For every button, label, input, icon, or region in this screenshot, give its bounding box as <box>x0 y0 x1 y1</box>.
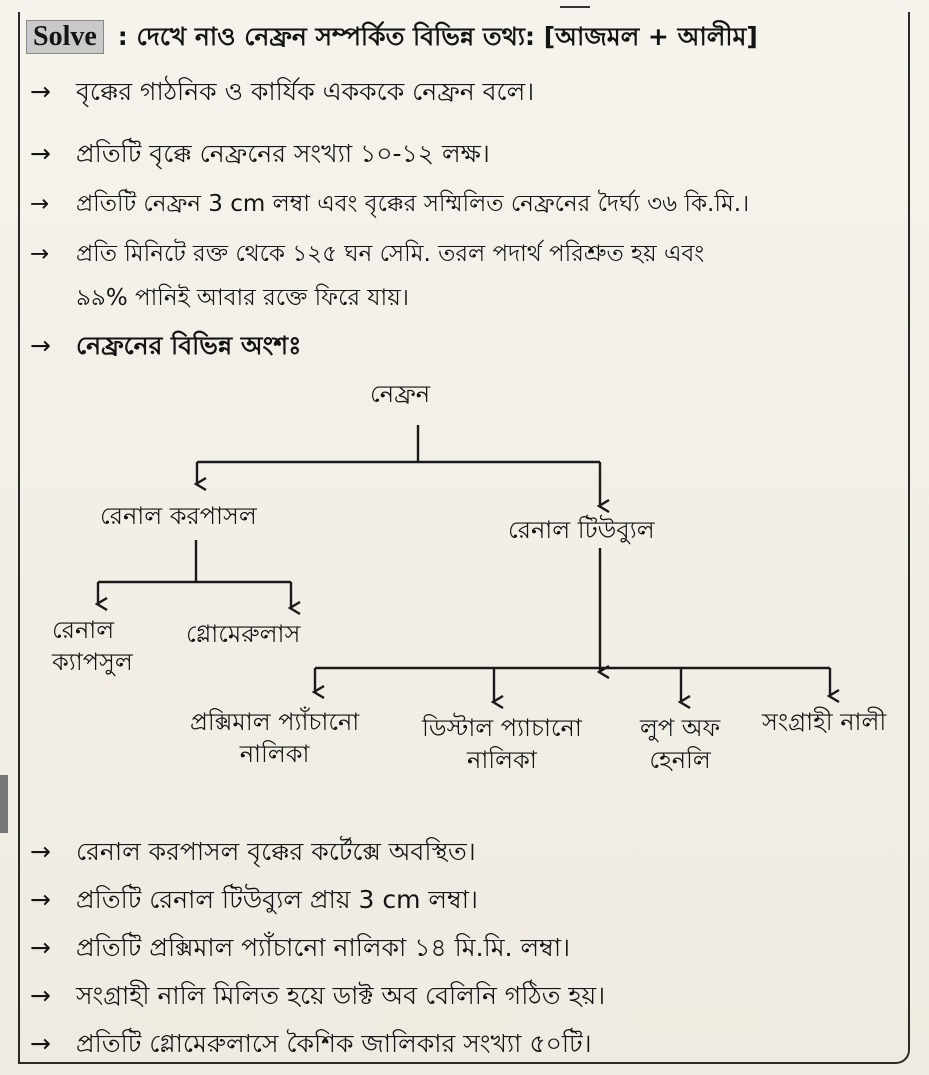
fact-line: → সংগ্রাহী নালি মিলিত হয়ে ডাক্ট অব বেলিনি গঠিত হয়। <box>30 981 606 1010</box>
arrow-icon: → <box>30 981 51 1010</box>
arrow-icon: → <box>30 933 51 962</box>
arrow-icon: → <box>30 241 50 267</box>
fact-line: → রেনাল করপাসল বৃক্কের কর্টেক্সে অবস্থিত। <box>30 837 476 866</box>
solve-badge: Solve <box>26 20 104 54</box>
arrow-icon: → <box>30 331 51 360</box>
node-glomerulus: গ্লোমেরুলাস <box>186 620 301 648</box>
fact-line: → প্রতিটি গ্লোমেরুলাসে কৈশিক জালিকার সংখ্যা ৫০টি। <box>30 1029 592 1058</box>
fact-line: → প্রতিটি বৃক্কে নেফ্রনের সংখ্যা ১০-১২ লক্ষ। <box>30 139 490 168</box>
node-renal-corpuscle: রেনাল করপাসল <box>100 502 257 530</box>
fact-line: → প্রতিটি প্রক্সিমাল প্যাঁচানো নালিকা ১৪ মি.মি. লম্বা। <box>30 933 571 962</box>
fact-line: → প্রতিটি রেনাল টিউব্যুল প্রায় 3 cm লম্বা। <box>30 885 478 914</box>
fact-line-continued: ৯৯% পানিই আবার রক্তে ফিরে যায়। <box>76 285 409 311</box>
arrow-icon: → <box>30 191 50 217</box>
fact-line: → প্রতিটি নেফ্রন 3 cm লম্বা এবং বৃক্কের সম্মিলিত নেফ্রনের দৈর্ঘ্য ৩৬ কি.মি.। <box>30 188 749 220</box>
arrow-icon: → <box>30 837 51 866</box>
arrow-icon: → <box>30 1029 51 1058</box>
arrow-icon: → <box>30 885 51 914</box>
fact-line: → প্রতি মিনিটে রক্ত থেকে ১২৫ ঘন সেমি. তরল পদার্থ পরিশ্রুত হয় এবং <box>30 238 704 270</box>
node-loop-of-henle: লুপ অফ হেনলি <box>640 714 721 774</box>
fact-line: → বৃক্কের গাঠনিক ও কার্যিক একককে নেফ্রন বলে। <box>30 77 535 106</box>
parts-heading: নেফ্রনের বিভিন্ন অংশঃ <box>76 331 302 360</box>
arrow-icon: → <box>30 139 51 168</box>
node-dct: ডিস্টাল প্যাচানো নালিকা <box>422 714 582 774</box>
node-bowman-capsule: রেনাল ক্যাপসুল <box>52 616 133 676</box>
node-pct: প্রক্সিমাল প্যাঁচানো নালিকা <box>190 708 360 768</box>
node-nephron: নেফ্রন <box>370 380 431 408</box>
header-title: : দেখে নাও নেফ্রন সম্পর্কিত বিভিন্ন তথ্য: [আজমল + আলীম] <box>117 22 758 51</box>
node-collecting-duct: সংগ্রাহী নালী <box>762 708 887 736</box>
arrow-icon: → <box>30 77 51 106</box>
node-renal-tubule: রেনাল টিউব্যুল <box>508 516 655 544</box>
